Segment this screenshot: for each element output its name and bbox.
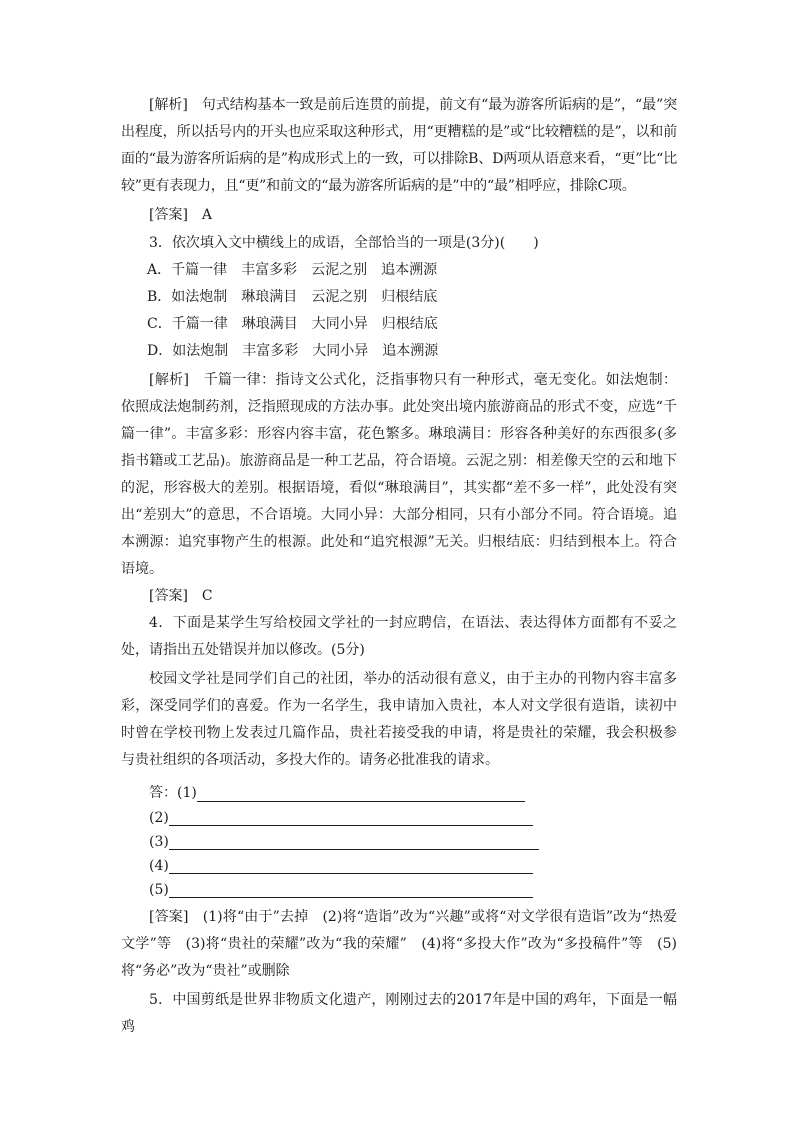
q5-question: 5．中国剪纸是世界非物质文化遗产，刚刚过去的2017年是中国的鸡年，下面是一幅鸡: [121, 992, 677, 1035]
q3-option-a: A．千篇一律 丰富多彩 云泥之别 追本溯源: [147, 262, 438, 278]
analysis-tag: [解析]: [149, 97, 188, 113]
answer-line-2: [121, 802, 677, 826]
answer-line-3: [121, 826, 677, 850]
analysis-text: 句式结构基本一致是前后连贯的前提，前文有“最为游客所诟病的是”，“最”突出程度，所以括号内的开头也应采取这种形式，用“更糟糕的是”或“比较糟糕的是”，以和前面的“最为游客所诟病的是”构成形式上的一致，可以排除B、D两项从语意来看，“更”比“比较”更有表现力，且“更”和前文的“最为游客所诟病的是”中的“最”相呼应，排除C项。: [121, 97, 677, 194]
answer-blank[interactable]: [169, 882, 533, 898]
answer-line-label: (3): [149, 834, 169, 850]
q3-analysis: [121, 367, 677, 583]
q4-letter: 校园文学社是同学们自己的社团，举办的活动很有意义，由于主办的刊物内容丰富多彩，深受同学们的喜爱。作为一名学生，我申请加入贵社，本人对文学很有造诣，读初中时曾在学校刊物上发表过几篇作品，贵社若接受我的申请，将是贵社的荣耀，我会积极参与贵社组织的各项活动，多投大作的。请务必批准我的请求。: [121, 671, 677, 768]
answer-blank[interactable]: [169, 858, 533, 874]
answer-tag: [答案]: [149, 588, 188, 604]
q2-analysis: [121, 92, 677, 200]
answer-line-1: [121, 778, 677, 802]
answer-line-label: (2): [149, 810, 169, 826]
q3-option-d: D．如法炮制 丰富多彩 大同小异 追本溯源: [147, 343, 439, 359]
answer-blank[interactable]: [197, 786, 525, 802]
answer-line-label: (5): [149, 882, 169, 898]
q4-answer-lines: [121, 778, 677, 898]
analysis-text: 千篇一律：指诗文公式化，泛指事物只有一种形式，毫无变化。如法炮制：依照成法炮制药剂，泛指照现成的方法办事。此处突出境内旅游商品的形式不变，应选“千篇一律”。丰富多彩：形容内容丰富，花色繁多。琳琅满目：形容各种美好的东西很多(多指书籍或工艺品)。旅游商品是一种工艺品，符合语境。云泥之别：相差像天空的云和地下的泥，形容极大的差别。根据语境，看似“琳琅满目”，其实都“差不多一样”，此处没有突出“差别大”的意思，不合语境。大同小异：大部分相同，只有小部分不同。符合语境。追本溯源：追究事物产生的根源。此处和“追究根源”无关。归根结底：归结到根本上。符合语境。: [121, 372, 677, 577]
q2-answer: [121, 202, 677, 229]
answer-tag: [答案]: [149, 909, 189, 925]
answer-line-5: [121, 874, 677, 898]
analysis-tag: [解析]: [149, 372, 189, 388]
answer-line-4: [121, 850, 677, 874]
q4-question: 4．下面是某学生写给校园文学社的一封应聘信，在语法、表达得体方面都有不妥之处，请指出五处错误并加以修改。(5分): [121, 615, 677, 658]
answer-text: A: [187, 207, 213, 223]
answer-tag: [答案]: [149, 207, 188, 223]
answer-blank[interactable]: [169, 834, 539, 850]
q3-option-c: C．千篇一律 琳琅满目 大同小异 归根结底: [147, 316, 438, 332]
answer-line-label: 答：(1): [149, 785, 197, 801]
answer-line-label: (4): [149, 858, 169, 874]
q3-option-b: B．如法炮制 琳琅满目 云泥之别 归根结底: [147, 289, 438, 305]
q3-question: 3．依次填入文中横线上的成语，全部恰当的一项是(3分)( ): [149, 235, 539, 251]
q3-answer: [121, 583, 677, 610]
answer-blank[interactable]: [169, 810, 533, 826]
answer-text: (1)将“由于”去掉 (2)将“造诣”改为“兴趣”或将“对文学很有造诣”改为“热爱文学”等 (3)将“贵社的荣耀”改为“我的荣耀” (4)将“多投大作”改为“多投稿件”等 (5)将“务必”改为“贵社”或删除: [121, 909, 677, 979]
document-page: [121, 92, 677, 1041]
q4-answer: [121, 904, 677, 985]
answer-text: C: [187, 588, 213, 604]
